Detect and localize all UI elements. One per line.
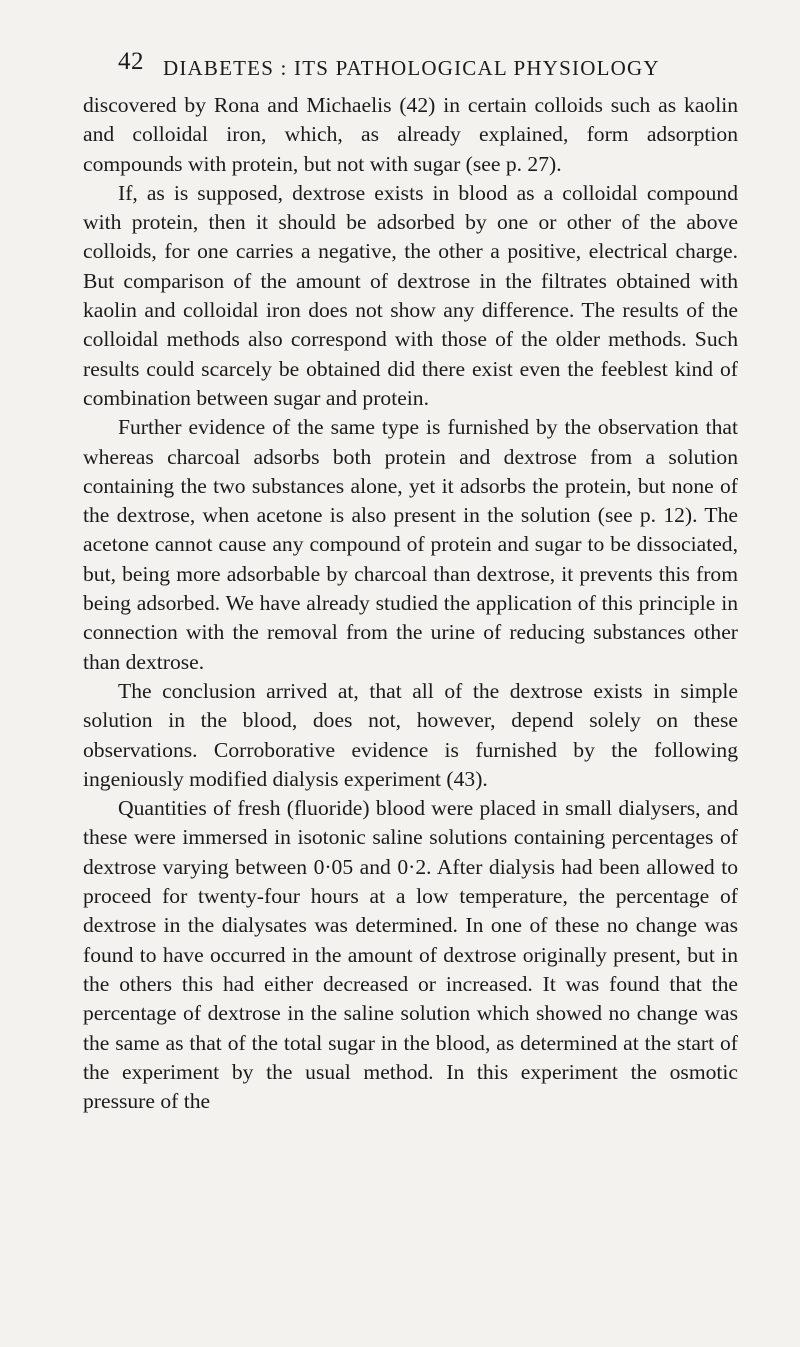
paragraph: discovered by Rona and Michaelis (42) in certain colloids such as kaolin and colloidal iron, which, as already explained, form adsorption compounds with protein, but not with sugar (see p. 27). xyxy=(83,93,738,176)
paragraph: If, as is supposed, dextrose exists in blood as a colloidal compound with protein, then it should be adsorbed by one or other of the above colloids, for one carries a negative, the other a positive, electrical charge. But comparison of the amount of dextrose in the filtrates obtained with kaolin and colloidal iron does not show any difference. The results of the colloidal methods also correspond with those of the older methods. Such results could scarcely be obtained did there exist even the feeblest kind of combination between sugar and protein. xyxy=(83,180,738,410)
paragraph: Further evidence of the same type is furnished by the observation that whereas charcoal adsorbs both protein and dextrose from a solution containing the two substances alone, yet it adsorbs the protein, but none of the dextrose, when acetone is also present in the solution (see p. 12). The acetone cannot cause any compound of protein and sugar to be dissociated, but, being more adsorbable by charcoal than dextrose, it prevents this from being adsorbed. We have already studied the application of this principle in connection with the removal from the urine of reducing substances other than dextrose. xyxy=(83,415,738,674)
paragraph: The conclusion arrived at, that all of the dextrose exists in simple solution in the blood, does not, however, depend solely on these observations. Corroborative evidence is furnished by the following ingeniously modified dialysis experiment (43). xyxy=(83,678,738,791)
page-header xyxy=(118,44,738,84)
page-number: 42 xyxy=(118,48,144,75)
paragraph: Quantities of fresh (fluoride) blood were placed in small dialysers, and these were immersed in isotonic saline solutions containing percentages of dextrose varying between 0·05 and 0·2. After dialysis had been allowed to proceed for twenty-four hours at a low temperature, the percentage of dextrose in the dialysates was determined. In one of these no change was found to have occurred in the amount of dextrose originally present, but in the others this had either decreased or increased. It was found that the percentage of dextrose in the saline solution which showed no change was the same as that of the total sugar in the blood, as determined at the start of the experiment by the usual method. In this experiment the osmotic pressure of the xyxy=(83,796,738,1114)
body-text xyxy=(83,91,738,1116)
running-head: DIABETES : ITS PATHOLOGICAL PHYSIOLOGY xyxy=(163,56,660,80)
